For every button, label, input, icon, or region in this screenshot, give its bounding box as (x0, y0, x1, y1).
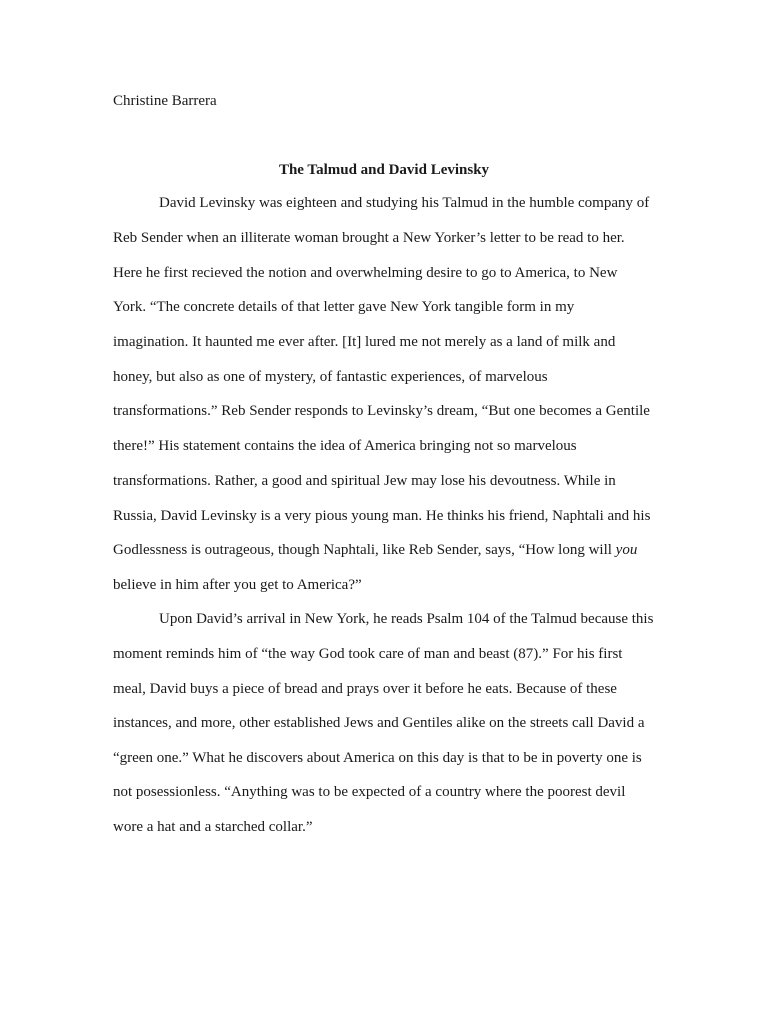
emphasis-text: you (615, 542, 638, 558)
paragraph-1-line-6: honey, but also as one of mystery, of fantastic experiences, of marvelous (113, 369, 548, 385)
paragraph-1-line-1: David Levinsky was eighteen and studying his Talmud in the humble company of (159, 195, 650, 211)
paragraph-2-line-3: meal, David buys a piece of bread and prays over it before he eats. Because of these (113, 681, 617, 697)
author-name: Christine Barrera (113, 93, 217, 109)
paragraph-1-line-8: there!” His statement contains the idea of America bringing not so marvelous (113, 438, 577, 454)
paragraph-1-line-7: transformations.” Reb Sender responds to Levinsky’s dream, “But one becomes a Gentile (113, 403, 650, 419)
paragraph-2-line-1: Upon David’s arrival in New York, he reads Psalm 104 of the Talmud because this (159, 611, 654, 627)
paragraph-1-line-12: believe in him after you get to America?” (113, 577, 362, 593)
paragraph-2-line-6: not posessionless. “Anything was to be expected of a country where the poorest devil (113, 784, 626, 800)
line-text: Godlessness is outrageous, though Naphtali, like Reb Sender, says, “How long will (113, 542, 616, 558)
paragraph-1-line-4: York. “The concrete details of that letter gave New York tangible form in my (113, 299, 575, 315)
paragraph-1-line-5: imagination. It haunted me ever after. [It] lured me not merely as a land of milk and (113, 334, 616, 350)
essay-title: The Talmud and David Levinsky (278, 162, 490, 178)
paragraph-2-line-7: wore a hat and a starched collar.” (113, 819, 313, 835)
paragraph-1-line-9: transformations. Rather, a good and spiritual Jew may lose his devoutness. While in (113, 473, 616, 489)
paragraph-1-line-3: Here he first recieved the notion and overwhelming desire to go to America, to New (113, 265, 618, 281)
paragraph-1-line-11 (113, 540, 637, 560)
paragraph-2-line-2: moment reminds him of “the way God took care of man and beast (87).” For his first (113, 646, 623, 662)
paragraph-1-line-2: Reb Sender when an illiterate woman brought a New Yorker’s letter to be read to her. (113, 230, 625, 246)
paragraph-2-line-5: “green one.” What he discovers about America on this day is that to be in poverty one is (113, 750, 642, 766)
paragraph-2-line-4: instances, and more, other established Jews and Gentiles alike on the streets call David a (113, 715, 645, 731)
paragraph-1-line-10: Russia, David Levinsky is a very pious young man. He thinks his friend, Naphtali and his (113, 508, 651, 524)
